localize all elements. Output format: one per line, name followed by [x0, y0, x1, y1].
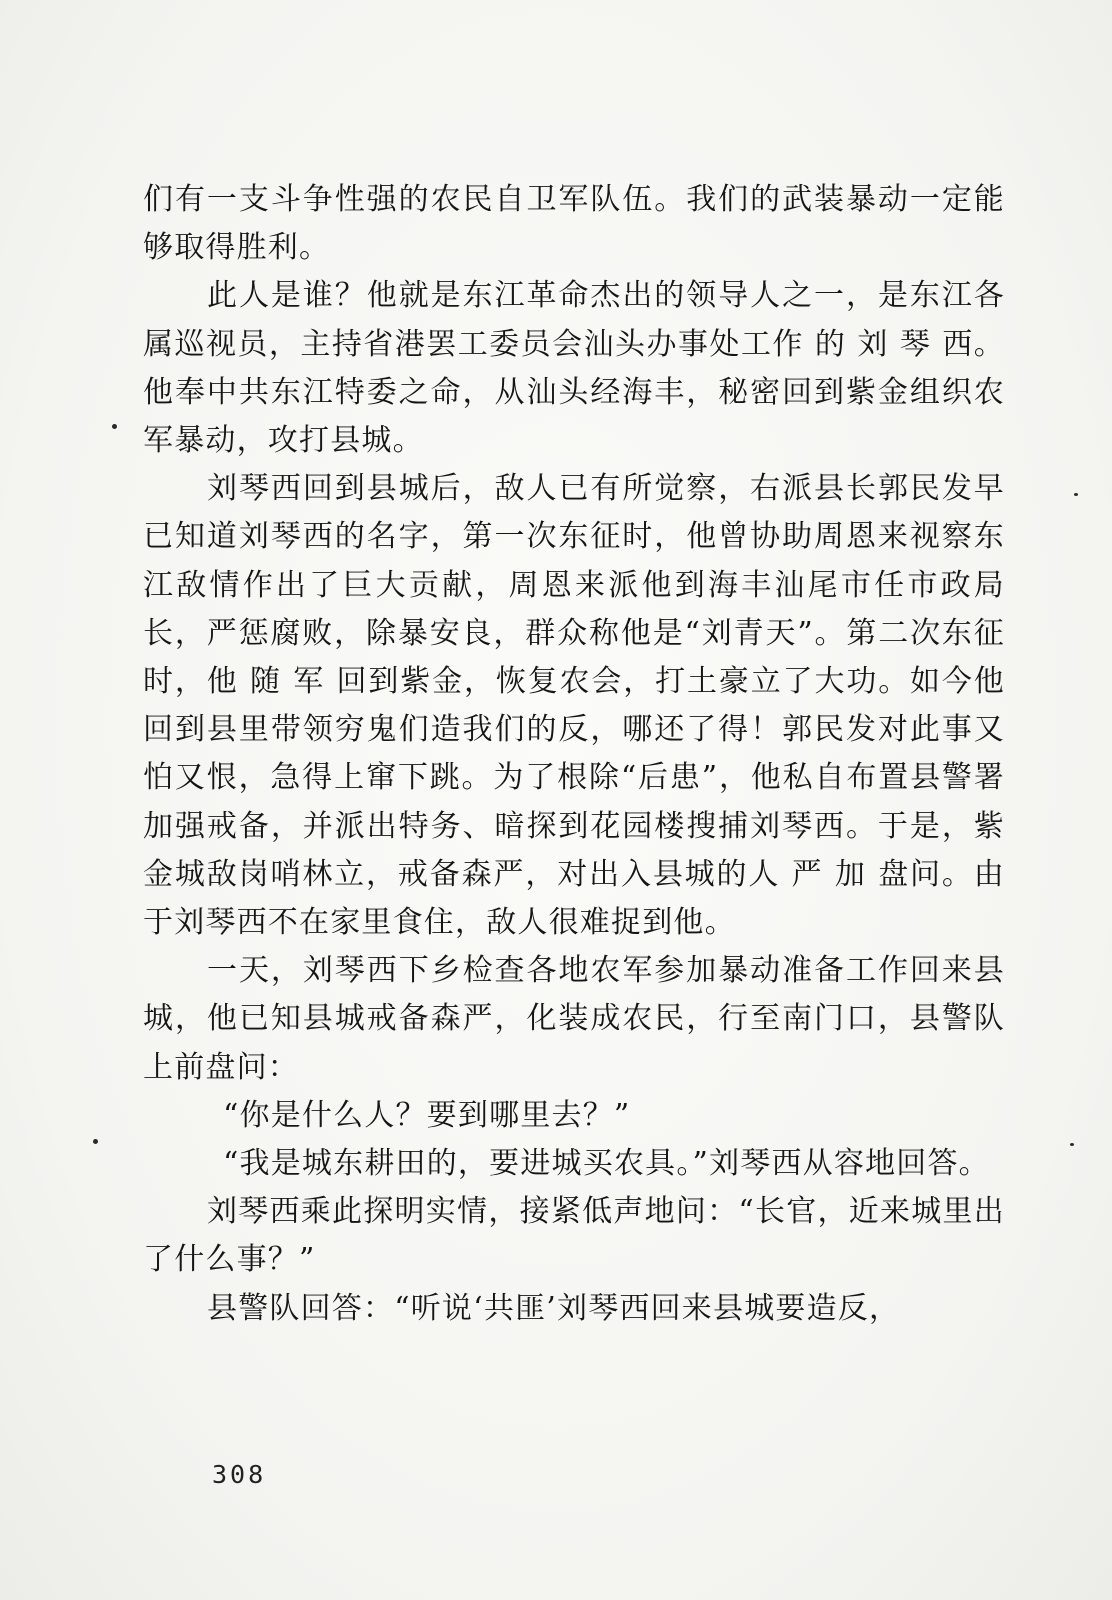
paragraph: 此人是谁？他就是东江革命杰出的领导人之一，是东江各属巡视员，主持省港罢工委员会汕头办事处工作 的 刘 琴 西。他奉中共东江特委之命，从汕头经海丰，秘密回到紫金组织农军暴动，攻打县城。	[143, 278, 1005, 459]
paragraph-continuation: 们有一支斗争性强的农民自卫军队伍。我们的武装暴动一定能够取得胜利。	[143, 182, 1005, 266]
scan-speck	[112, 424, 117, 429]
paragraph: 刘琴西回到县城后，敌人已有所觉察，右派县长郭民发早已知道刘琴西的名字，第一次东征时，他曾协助周恩来视察东江敌情作出了巨大贡献，周恩来派他到海丰汕尾市任市政局长，严惩腐败，除暴安良，群众称他是“刘青天”。第二次东征时，他 随 军 回到紫金，恢复农会，打土豪立了大功。如今他回到县里带领穷鬼们造我们的反，哪还了得！郭民发对此事又怕又恨，急得上窜下跳。为了根除“后患”，他私自布置县警署加强戒备，并派出特务、暗探到花园楼搜捕刘琴西。于是，紫金城敌岗哨林立，戒备森严，对出入县城的人 严 加 盘问。由于刘琴西不在家里食住，敌人很难捉到他。	[143, 471, 1005, 941]
dialogue-line: “你是什么人？要到哪里去？”	[223, 1097, 631, 1133]
paragraph: 县警队回答：“听说‘共匪’刘琴西回来县城要造反，	[207, 1290, 901, 1326]
paragraph: 一天，刘琴西下乡检查各地农军参加暴动准备工作回来县城，他已知县城戒备森严，化装成农民，行至南门口，县警队上前盘问：	[143, 953, 1005, 1085]
paragraph: 刘琴西乘此探明实情，接紧低声地问：“长官，近来城里出了什么事？”	[143, 1194, 1005, 1278]
scan-speck	[1074, 493, 1078, 496]
body-text	[143, 176, 1005, 1333]
page-number: 308	[212, 1460, 267, 1489]
dialogue-line: “我是城东耕田的，要进城买农具。”刘琴西从容地回答。	[223, 1146, 990, 1182]
scan-speck	[1070, 1143, 1074, 1146]
scan-speck	[93, 1139, 98, 1144]
